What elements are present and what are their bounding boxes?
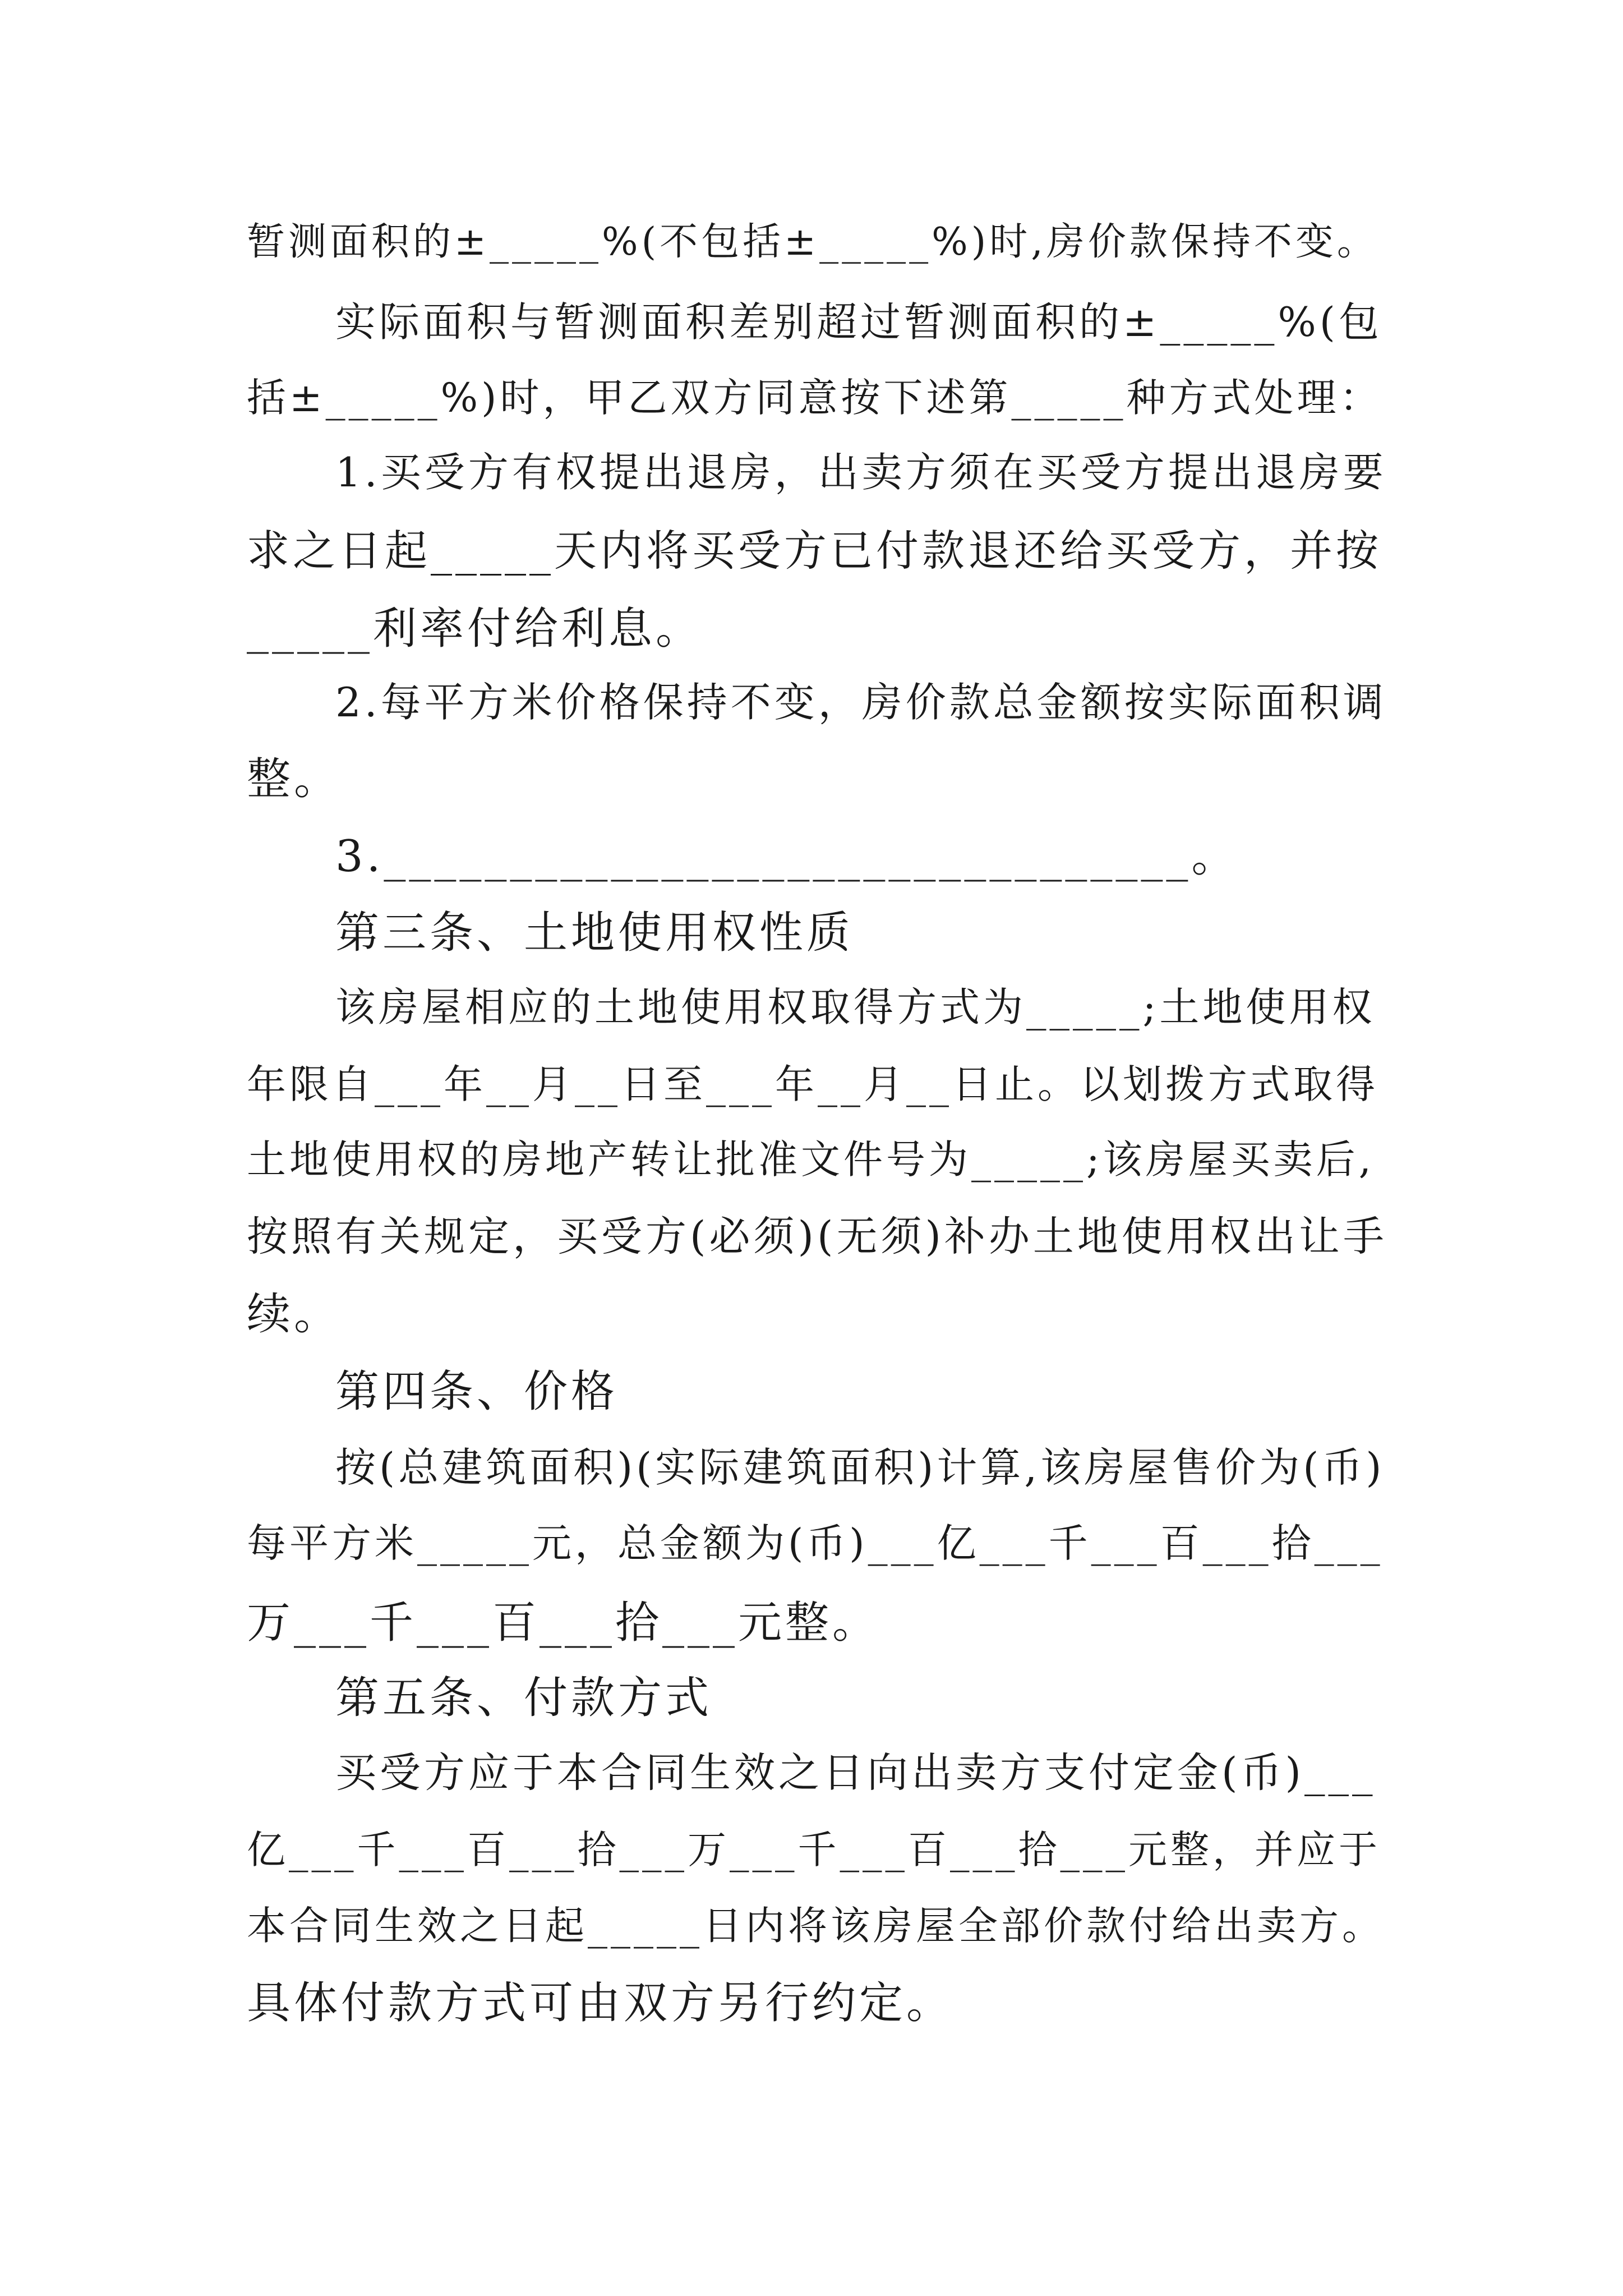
text-line: 续。 xyxy=(247,1289,342,1340)
text-line: 暂测面积的±_____%(不包括±_____%)时,房价款保持不变。 xyxy=(247,220,1378,264)
text-line: 求之日起_____天内将买受方已付款退还给买受方，并按 xyxy=(247,526,1382,576)
text-line: _____利率付给利息。 xyxy=(247,604,703,654)
text-line: 整。 xyxy=(247,754,342,804)
text-line: 括±_____%)时，甲乙双方同意按下述第_____种方式处理： xyxy=(247,375,1382,421)
text-line: 按(总建筑面积)(实际建筑面积)计算,该房屋售价为(币) xyxy=(335,1444,1385,1491)
section-heading: 第五条、付款方式 xyxy=(335,1673,713,1723)
text-line: 土地使用权的房地产转让批准文件号为_____;该房屋买卖后, xyxy=(247,1137,1375,1182)
text-line: 年限自___年__月__日至___年__月__日止。以划拨方式取得 xyxy=(247,1061,1378,1107)
text-line: 该房屋相应的土地使用权取得方式为_____;土地使用权 xyxy=(335,984,1376,1030)
section-heading: 第三条、土地使用权性质 xyxy=(335,908,854,958)
text-line: 每平方米_____元，总金额为(币)___亿___千___百___拾___ xyxy=(247,1520,1384,1566)
text-line: 3.________________________________。 xyxy=(335,831,1239,882)
text-line: 实际面积与暂测面积差别超过暂测面积的±_____%(包 xyxy=(335,298,1382,346)
text-line: 万___千___百___拾___元整。 xyxy=(247,1598,880,1648)
text-line: 买受方应于本合同生效之日向出卖方支付定金(币)___ xyxy=(335,1749,1376,1797)
section-heading: 第四条、价格 xyxy=(335,1366,619,1417)
text-line: 2.每平方米价格保持不变，房价款总金额按实际面积调 xyxy=(335,679,1387,726)
text-line: 按照有关规定，买受方(必须)(无须)补办土地使用权出让手 xyxy=(247,1213,1387,1260)
text-line: 亿___千___百___拾___万___千___百___拾___元整，并应于 xyxy=(247,1828,1381,1872)
text-line: 具体付款方式可由双方另行约定。 xyxy=(247,1978,954,2028)
text-line: 本合同生效之日起_____日内将该房屋全部价款付给出卖方。 xyxy=(247,1903,1385,1949)
text-line: 1.买受方有权提出退房，出卖方须在买受方提出退房要 xyxy=(335,449,1387,496)
